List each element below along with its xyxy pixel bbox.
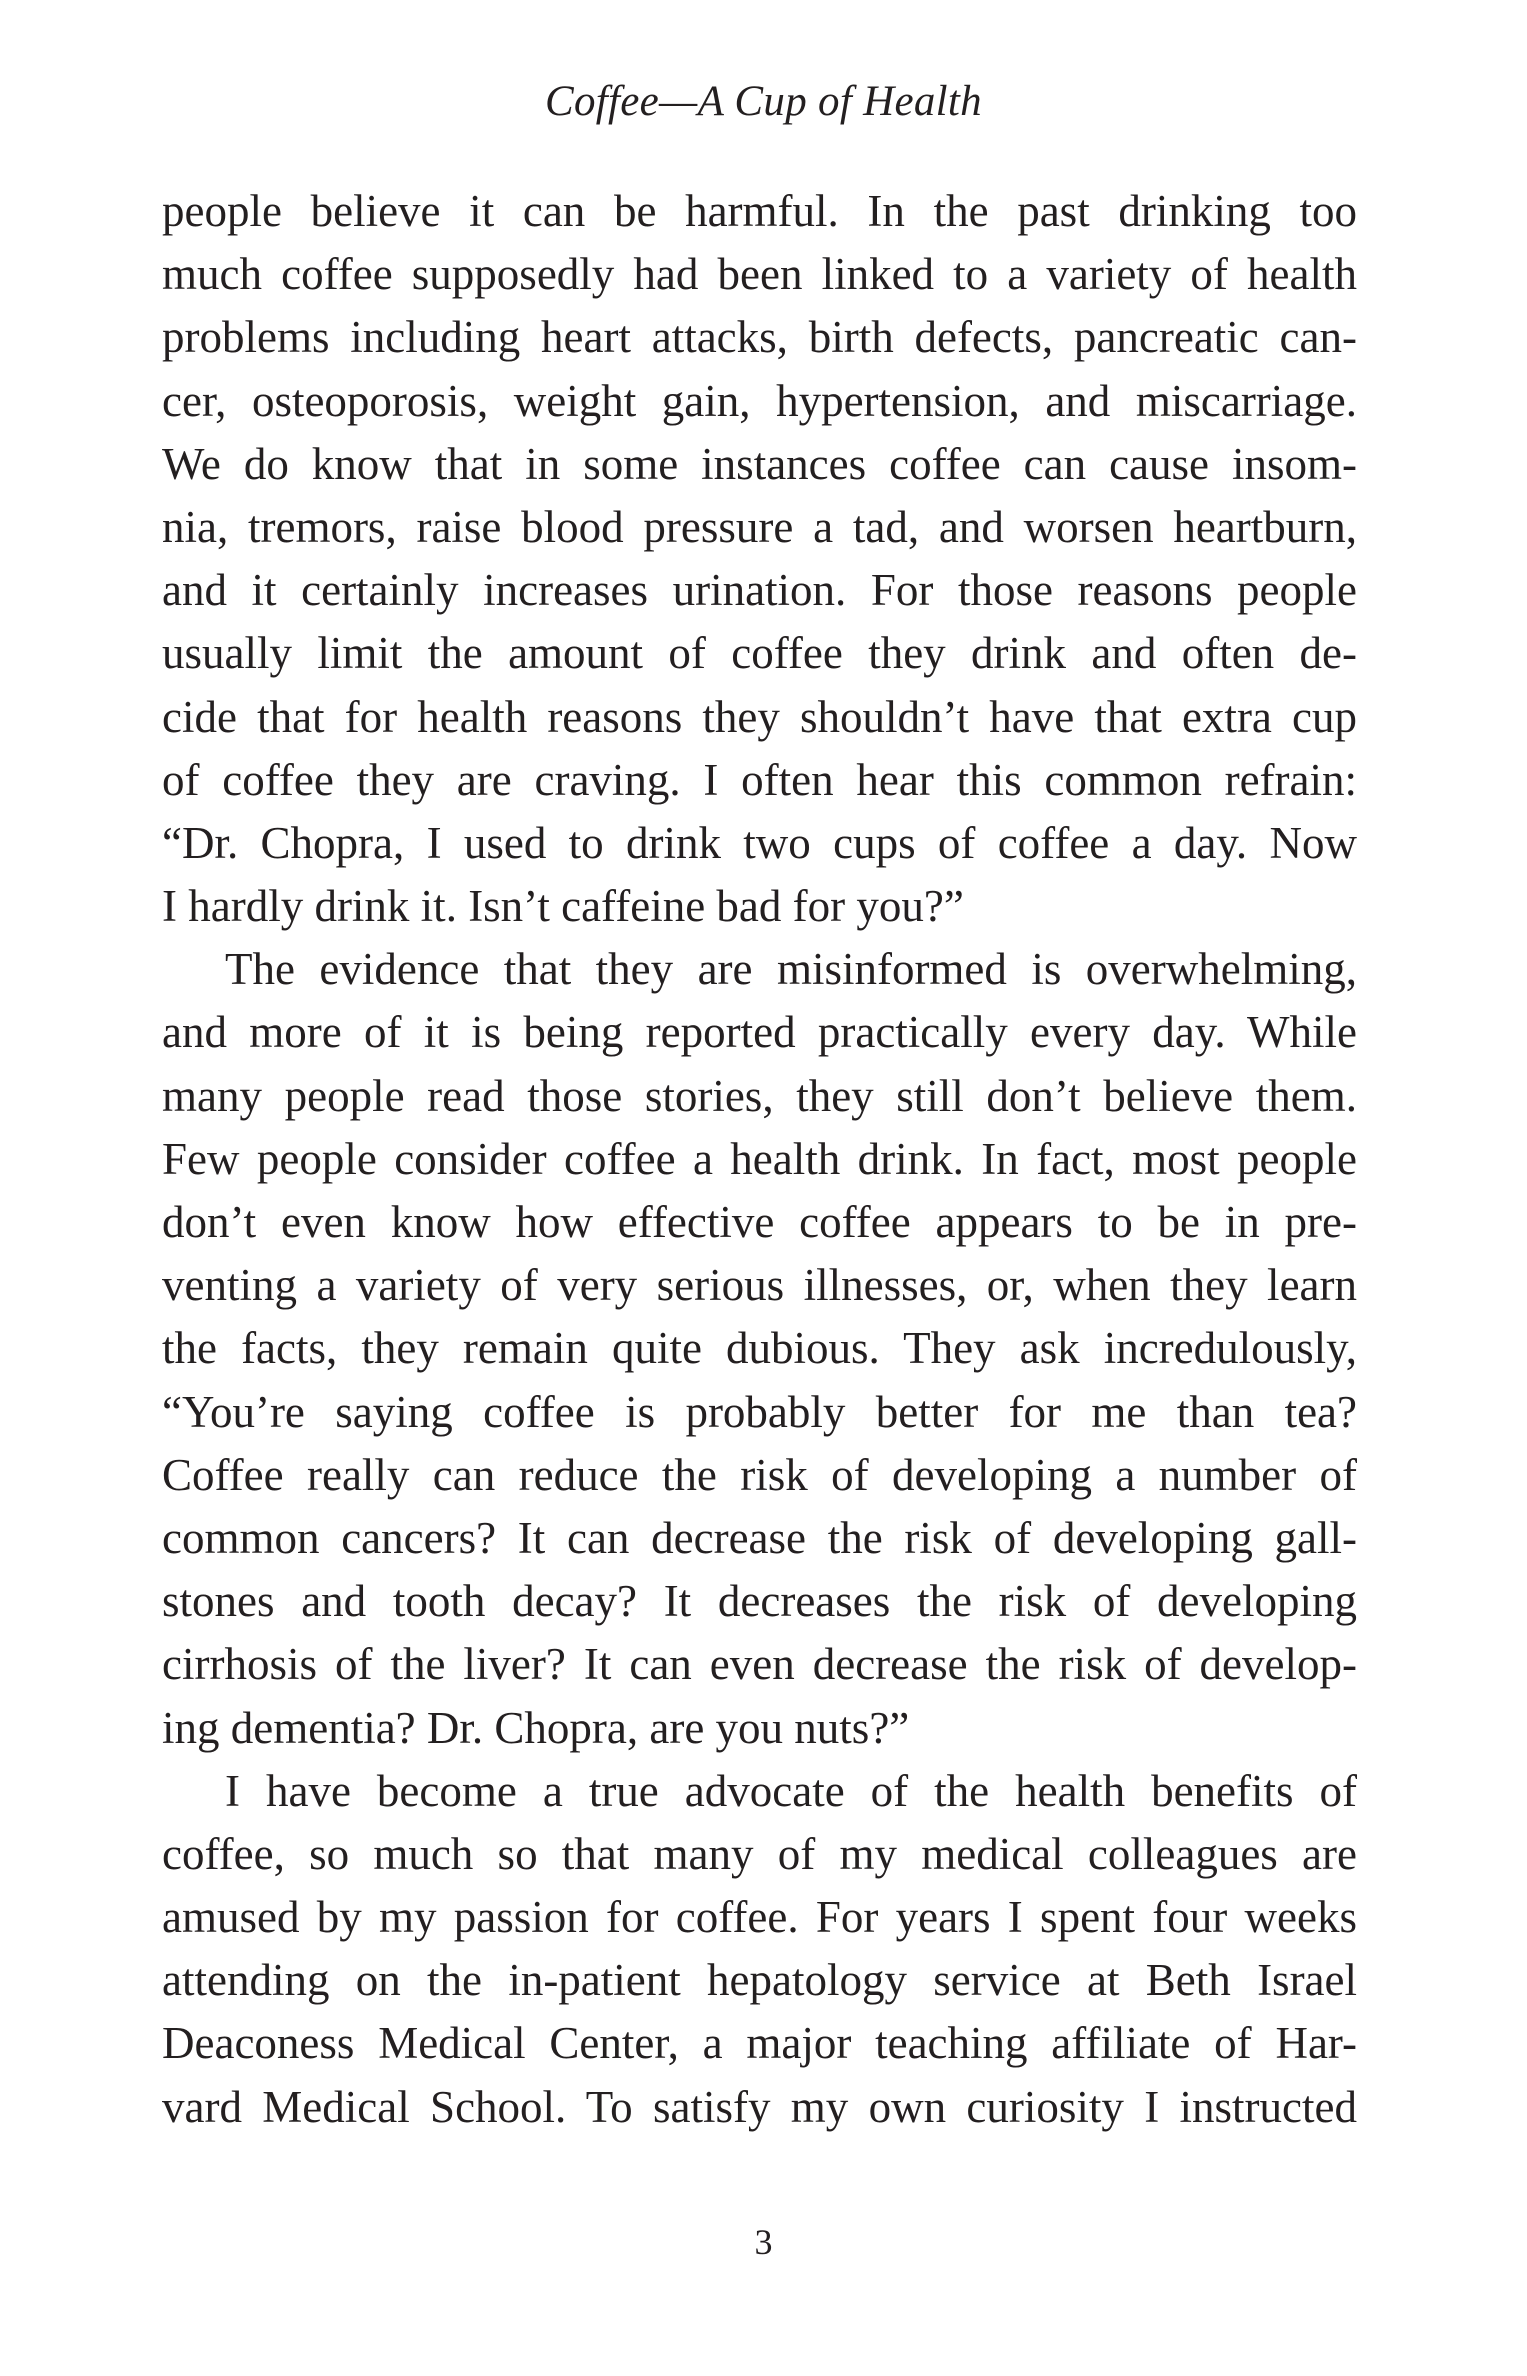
text-line: venting a variety of very serious illnesses, or, when they learn (162, 1260, 1357, 1311)
text-line: The evidence that they are misinformed is overwhelming, (225, 944, 1357, 995)
paragraph-3 (162, 1760, 1357, 2139)
text-line: “Dr. Chopra, I used to drink two cups of coffee a day. Now (162, 817, 1357, 868)
text-line: stones and tooth decay? It decreases the risk of developing (162, 1576, 1357, 1627)
running-head: Coffee—A Cup of Health (545, 78, 982, 125)
paragraph-2 (162, 938, 1357, 1759)
text-line: don’t even know how effective coffee appears to be in pre- (162, 1197, 1357, 1247)
text-line: vard Medical School. To satisfy my own curiosity I instructed (162, 2081, 1357, 2132)
text-line: ing dementia? Dr. Chopra, are you nuts?” (162, 1702, 910, 1753)
text-line: many people read those stories, they still don’t believe them. (162, 1070, 1357, 1121)
text-line: coffee, so much so that many of my medical colleagues are (162, 1828, 1357, 1879)
text-line: I have become a true advocate of the health benefits of (225, 1765, 1357, 1816)
text-line: common cancers? It can decrease the risk of developing gall- (162, 1512, 1357, 1563)
text-line: We do know that in some instances coffee can cause insom- (162, 438, 1357, 489)
text-line: usually limit the amount of coffee they drink and often de- (162, 628, 1357, 679)
text-line: problems including heart attacks, birth defects, pancreatic can- (162, 312, 1357, 363)
text-line: attending on the in-patient hepatology service at Beth Israel (162, 1955, 1357, 2006)
text-line: “You’re saying coffee is probably better for me than tea? (162, 1386, 1357, 1437)
page-number: 3 (754, 2222, 773, 2262)
text-line: I hardly drink it. Isn’t caffeine bad for you?” (162, 881, 964, 932)
text-line: cide that for health reasons they shouldn’t have that extra cup (162, 691, 1357, 742)
text-line: cer, osteoporosis, weight gain, hypertension, and miscarriage. (162, 375, 1357, 426)
text-line: nia, tremors, raise blood pressure a tad, and worsen heartburn, (162, 501, 1357, 552)
text-line: people believe it can be harmful. In the past drinking too (162, 186, 1357, 236)
body-text (162, 180, 1357, 2139)
text-line: Deaconess Medical Center, a major teaching affiliate of Har- (162, 2018, 1357, 2069)
text-line: amused by my passion for coffee. For years I spent four weeks (162, 1892, 1357, 1943)
paragraph-1 (162, 180, 1357, 938)
text-line: much coffee supposedly had been linked to a variety of health (162, 249, 1357, 300)
text-line: cirrhosis of the liver? It can even decrease the risk of develop- (162, 1639, 1357, 1690)
text-line: of coffee they are craving. I often hear this common refrain: (162, 754, 1357, 805)
text-line: the facts, they remain quite dubious. They ask incredulously, (162, 1323, 1357, 1374)
text-line: Few people consider coffee a health drink. In fact, most people (162, 1133, 1357, 1184)
text-line: Coffee really can reduce the risk of developing a number of (162, 1449, 1357, 1500)
text-line: and more of it is being reported practically every day. While (162, 1007, 1357, 1058)
text-line: and it certainly increases urination. For those reasons people (162, 565, 1357, 616)
